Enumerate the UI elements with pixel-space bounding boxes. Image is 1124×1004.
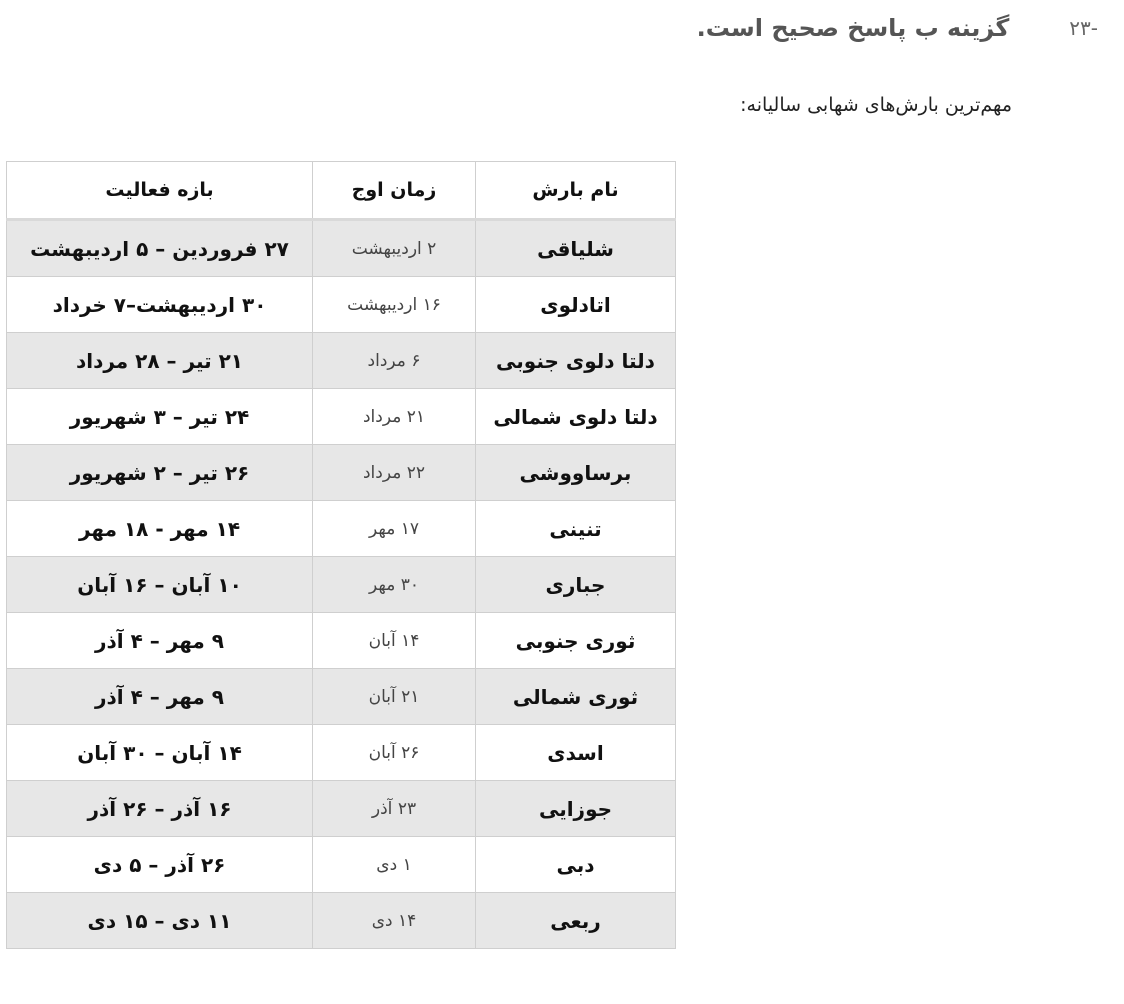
table-row	[7, 445, 676, 501]
table-row	[7, 389, 676, 445]
activity-range: ۲۱ تیر – ۲۸ مرداد	[7, 333, 313, 389]
peak-date: ۱۶ اردیبهشت	[313, 277, 476, 333]
header-name: نام بارش	[476, 162, 676, 220]
activity-range: ۲۴ تیر – ۳ شهریور	[7, 389, 313, 445]
answer-statement: گزینه ب پاسخ صحیح است.	[696, 14, 1010, 42]
shower-name: جوزایی	[476, 781, 676, 837]
shower-name: دلتا دلوی جنوبی	[476, 333, 676, 389]
activity-range: ۲۷ فروردین – ۵ اردیبهشت	[7, 220, 313, 277]
meteor-showers-table	[6, 161, 676, 949]
activity-range: ۱۶ آذر – ۲۶ آذر	[7, 781, 313, 837]
activity-range: ۹ مهر – ۴ آذر	[7, 613, 313, 669]
table-row	[7, 837, 676, 893]
activity-range: ۲۶ آذر – ۵ دی	[7, 837, 313, 893]
table-row	[7, 613, 676, 669]
shower-name: ثوری شمالی	[476, 669, 676, 725]
peak-date: ۲۲ مرداد	[313, 445, 476, 501]
header-range: بازه فعالیت	[7, 162, 313, 220]
table-row	[7, 669, 676, 725]
question-header	[697, 14, 1098, 42]
peak-date: ۶ مرداد	[313, 333, 476, 389]
peak-date: ۲۱ آبان	[313, 669, 476, 725]
peak-date: ۱۴ آبان	[313, 613, 476, 669]
table-row	[7, 333, 676, 389]
shower-name: ربعی	[476, 893, 676, 949]
header-peak: زمان اوج	[313, 162, 476, 220]
shower-name: شلیاقی	[476, 220, 676, 277]
table-row	[7, 220, 676, 277]
peak-date: ۱۴ دی	[313, 893, 476, 949]
activity-range: ۳۰ اردیبهشت–۷ خرداد	[7, 277, 313, 333]
table-row	[7, 557, 676, 613]
peak-date: ۳۰ مهر	[313, 557, 476, 613]
peak-date: ۲ اردیبهشت	[313, 220, 476, 277]
shower-name: اتادلوی	[476, 277, 676, 333]
activity-range: ۱۴ مهر - ۱۸ مهر	[7, 501, 313, 557]
peak-date: ۲۳ آذر	[313, 781, 476, 837]
shower-name: تنینی	[476, 501, 676, 557]
shower-name: اسدی	[476, 725, 676, 781]
peak-date: ۱ دی	[313, 837, 476, 893]
activity-range: ۱۴ آبان – ۳۰ آبان	[7, 725, 313, 781]
shower-name: دلتا دلوی شمالی	[476, 389, 676, 445]
question-number: -۲۳	[1069, 16, 1098, 40]
table-row	[7, 277, 676, 333]
table-row	[7, 725, 676, 781]
shower-name: جباری	[476, 557, 676, 613]
peak-date: ۲۶ آبان	[313, 725, 476, 781]
table-row	[7, 781, 676, 837]
peak-date: ۱۷ مهر	[313, 501, 476, 557]
activity-range: ۹ مهر – ۴ آذر	[7, 669, 313, 725]
activity-range: ۲۶ تیر – ۲ شهریور	[7, 445, 313, 501]
shower-name: دبی	[476, 837, 676, 893]
activity-range: ۱۱ دی – ۱۵ دی	[7, 893, 313, 949]
table-header-row	[7, 162, 676, 220]
activity-range: ۱۰ آبان – ۱۶ آبان	[7, 557, 313, 613]
table-row	[7, 893, 676, 949]
shower-name: برساووشی	[476, 445, 676, 501]
table-row	[7, 501, 676, 557]
intro-text: مهم‌ترین بارش‌های شهابی سالیانه:	[740, 94, 1012, 116]
shower-name: ثوری جنوبی	[476, 613, 676, 669]
peak-date: ۲۱ مرداد	[313, 389, 476, 445]
